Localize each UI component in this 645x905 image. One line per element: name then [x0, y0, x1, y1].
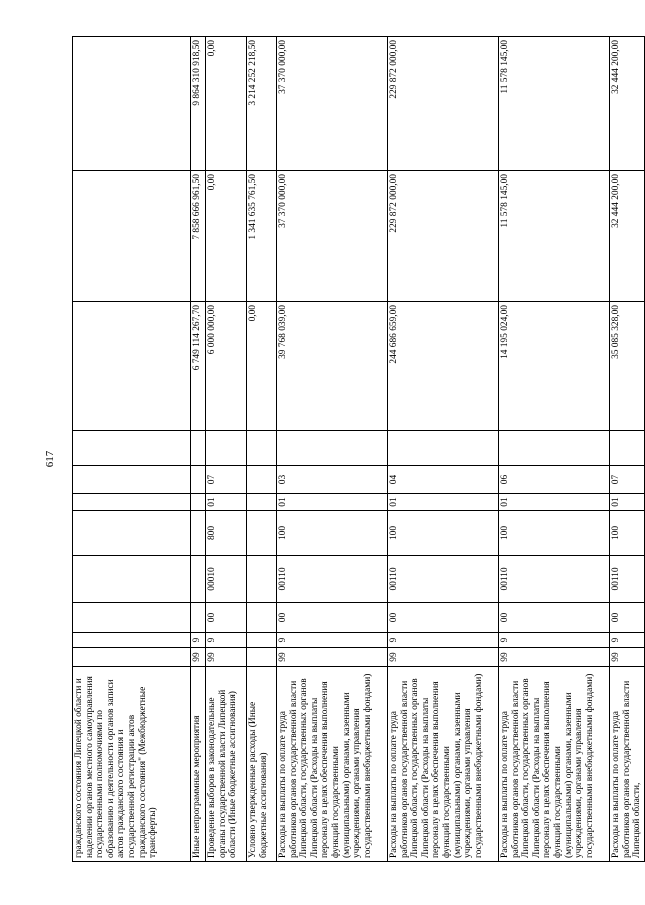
code-main-event: 00 — [610, 603, 645, 633]
code-subsection: 07 — [610, 466, 645, 494]
row-description: Расходы на выплаты по оплате труда работников органов государственной власти Липецкой области, — [610, 667, 645, 862]
code-subsection — [247, 466, 277, 494]
code-subprogram: 9 — [277, 633, 388, 648]
code-subprogram — [247, 633, 277, 648]
code-expense-type — [247, 511, 277, 556]
amount-year-1: 35 085 328,00 — [610, 302, 645, 431]
code-section: 01 — [499, 494, 610, 511]
code-expense-type — [73, 511, 191, 556]
code-direction: 00110 — [610, 556, 645, 603]
amount-year-2: 7 858 666 961,50 — [191, 171, 206, 302]
code-subprogram — [73, 633, 191, 648]
table-row — [610, 37, 645, 862]
rotated-table-frame — [72, 37, 643, 862]
code-direction: 00110 — [277, 556, 388, 603]
amount-year-1 — [73, 302, 191, 431]
code-expense-type: 100 — [388, 511, 499, 556]
code-expense-type — [191, 511, 206, 556]
table-row — [73, 37, 191, 862]
amount-year-3: 0,00 — [206, 37, 247, 171]
code-direction: 00110 — [499, 556, 610, 603]
amount-year-3: 37 370 000,00 — [277, 37, 388, 171]
code-extra — [388, 431, 499, 466]
table-row — [247, 37, 277, 862]
code-program: 99 — [191, 648, 206, 667]
amount-year-1: 39 768 039,00 — [277, 302, 388, 431]
amount-year-2: 229 872 000,00 — [388, 171, 499, 302]
budget-table — [72, 36, 645, 862]
rotated-table-content — [72, 37, 643, 862]
code-subsection: 03 — [277, 466, 388, 494]
code-direction: 00110 — [388, 556, 499, 603]
code-subsection: 07 — [206, 466, 247, 494]
table-row — [388, 37, 499, 862]
code-main-event: 00 — [388, 603, 499, 633]
code-subsection: 06 — [499, 466, 610, 494]
amount-year-3 — [73, 37, 191, 171]
code-subprogram: 9 — [191, 633, 206, 648]
code-section: 01 — [610, 494, 645, 511]
code-section: 01 — [388, 494, 499, 511]
amount-year-2: 0,00 — [206, 171, 247, 302]
code-program: 99 — [388, 648, 499, 667]
code-program: 99 — [206, 648, 247, 667]
amount-year-2: 11 578 145,00 — [499, 171, 610, 302]
code-section — [191, 494, 206, 511]
code-program: 99 — [610, 648, 645, 667]
code-subsection — [191, 466, 206, 494]
code-direction: 00010 — [206, 556, 247, 603]
amount-year-3: 229 872 000,00 — [388, 37, 499, 171]
row-description: Иные непрограммные мероприятия — [191, 667, 206, 862]
code-subsection: 04 — [388, 466, 499, 494]
code-program: 99 — [499, 648, 610, 667]
code-subprogram: 9 — [206, 633, 247, 648]
code-extra — [73, 431, 191, 466]
code-direction — [73, 556, 191, 603]
code-extra — [277, 431, 388, 466]
code-program — [247, 648, 277, 667]
code-subprogram: 9 — [499, 633, 610, 648]
amount-year-2: 37 370 000,00 — [277, 171, 388, 302]
code-section: 01 — [277, 494, 388, 511]
code-subprogram: 9 — [388, 633, 499, 648]
amount-year-1: 6 749 114 267,70 — [191, 302, 206, 431]
code-expense-type: 100 — [499, 511, 610, 556]
code-section: 01 — [206, 494, 247, 511]
code-extra — [499, 431, 610, 466]
code-main-event: 00 — [206, 603, 247, 633]
code-main-event — [191, 603, 206, 633]
code-main-event — [73, 603, 191, 633]
table-row — [277, 37, 388, 862]
code-program — [73, 648, 191, 667]
code-extra — [610, 431, 645, 466]
code-expense-type: 100 — [277, 511, 388, 556]
code-main-event: 00 — [277, 603, 388, 633]
amount-year-1: 14 195 024,00 — [499, 302, 610, 431]
table-row — [499, 37, 610, 862]
amount-year-3: 32 444 200,00 — [610, 37, 645, 171]
code-main-event — [247, 603, 277, 633]
amount-year-3: 3 214 252 218,50 — [247, 37, 277, 171]
amount-year-1: 0,00 — [247, 302, 277, 431]
code-direction — [191, 556, 206, 603]
row-description: Расходы на выплаты по оплате труда работников органов государственной власти Липецкой области, государственных органов Липецкой области (Расходы на выплаты персоналу в целях обеспечения выполнения функций государственными (муниципальными) органами, казенными учреждениями, органами управления государственными внебюджетными фондами) — [499, 667, 610, 862]
row-description: Расходы на выплаты по оплате труда работников органов государственной власти Липецкой области, государственных органов Липецкой области (Расходы на выплаты персоналу в целях обеспечения выполнения функций государственными (муниципальными) органами, казенными учреждениями, органами управления государственными внебюджетными фондами) — [388, 667, 499, 862]
row-description: Проведение выборов в законодательные органы государственной власти Липецкой области (Иные бюджетные ассигнования) — [206, 667, 247, 862]
page-number: 617 — [44, 450, 56, 468]
table-row — [191, 37, 206, 862]
row-description: Условно утвержденные расходы (Иные бюджетные ассигнования) — [247, 667, 277, 862]
row-description: Расходы на выплаты по оплате труда работников органов государственной власти Липецкой области, государственных органов Липецкой области (Расходы на выплаты персоналу в целях обеспечения выполнения функций государственными (муниципальными) органами, казенными учреждениями, органами управления государственными внебюджетными фондами) — [277, 667, 388, 862]
row-description: гражданского состояния Липецкой области и наделении органов местного самоуправления государственными полномочиями по образованию и деятельности органов записи актов гражданского состояния и государственной регистрации актов гражданского состояния" (Межбюджетные трансферты) — [73, 667, 191, 862]
code-section — [247, 494, 277, 511]
code-subsection — [73, 466, 191, 494]
amount-year-3: 11 578 145,00 — [499, 37, 610, 171]
amount-year-3: 9 864 310 918,50 — [191, 37, 206, 171]
code-extra — [206, 431, 247, 466]
code-subprogram: 9 — [610, 633, 645, 648]
code-section — [73, 494, 191, 511]
amount-year-1: 6 000 000,00 — [206, 302, 247, 431]
amount-year-2: 32 444 200,00 — [610, 171, 645, 302]
amount-year-1: 244 686 659,00 — [388, 302, 499, 431]
code-expense-type: 100 — [610, 511, 645, 556]
code-extra — [247, 431, 277, 466]
code-extra — [191, 431, 206, 466]
amount-year-2: 1 341 635 761,50 — [247, 171, 277, 302]
table-row — [206, 37, 247, 862]
code-direction — [247, 556, 277, 603]
code-main-event: 00 — [499, 603, 610, 633]
code-expense-type: 800 — [206, 511, 247, 556]
amount-year-2 — [73, 171, 191, 302]
code-program: 99 — [277, 648, 388, 667]
